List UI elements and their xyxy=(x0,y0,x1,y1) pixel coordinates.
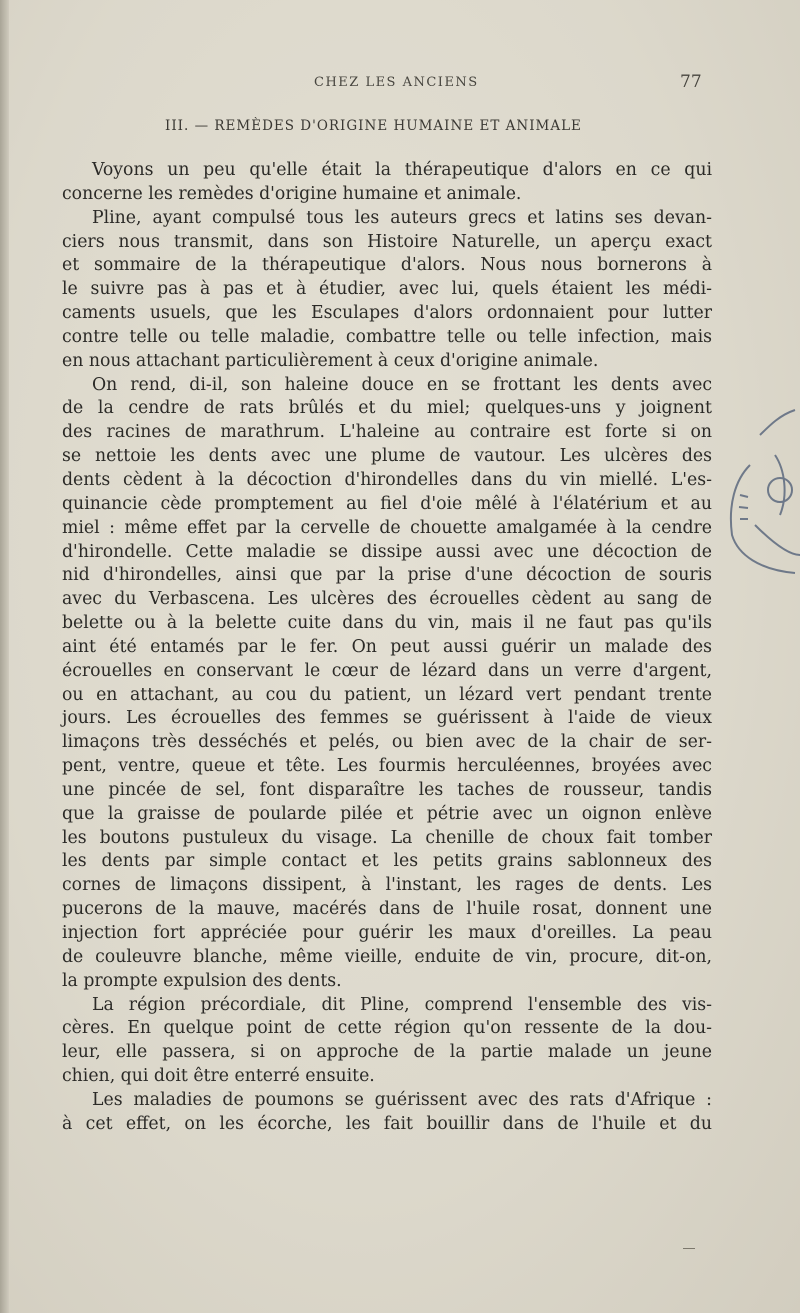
text-line: la prompte expulsion des dents. xyxy=(62,970,342,991)
text-line: de couleuvre blanche, même vieille, enduite de vin, procure, dit-on, xyxy=(62,946,712,967)
text-line: nid d'hirondelles, ainsi que par la prise d'une décoction de souris xyxy=(62,565,712,586)
text-line: pucerons de la mauve, macérés dans de l'huile rosat, donnent une xyxy=(62,899,712,920)
text-line: leur, elle passera, si on approche de la partie malade un jeune xyxy=(62,1042,712,1063)
text-line: écrouelles en conservant le cœur de lézard dans un verre d'argent, xyxy=(62,660,712,681)
page-number: 77 xyxy=(680,72,702,92)
text-line: se nettoie les dents avec une plume de vautour. Les ulcères des xyxy=(62,446,712,467)
page-gutter-edge xyxy=(0,0,9,1313)
text-line: belette ou à la belette cuite dans du vin, mais il ne faut pas qu'ils xyxy=(62,613,712,634)
body-text xyxy=(62,159,712,1137)
text-line: Voyons un peu qu'elle était la thérapeutique d'alors en ce qui xyxy=(92,160,712,180)
text-line: miel : même effet par la cervelle de chouette amalgamée à la cendre xyxy=(62,517,712,538)
library-stamp-icon xyxy=(720,395,800,580)
text-line: le suivre pas à pas et à étudier, avec lui, quels étaient les médi- xyxy=(62,279,712,300)
running-head: CHEZ LES ANCIENS xyxy=(314,75,479,90)
text-line: ciers nous transmit, dans son Histoire Naturelle, un aperçu exact xyxy=(62,231,712,252)
text-line: cères. En quelque point de cette région qu'on ressente de la dou- xyxy=(62,1018,712,1039)
text-line: Les maladies de poumons se guérissent avec des rats d'Afrique : xyxy=(92,1089,712,1110)
text-line: Pline, ayant compulsé tous les auteurs grecs et latins ses devan- xyxy=(92,207,712,228)
text-line: une pincée de sel, font disparaître les taches de rousseur, tandis xyxy=(62,779,712,800)
text-line: caments usuels, que les Esculapes d'alors ordonnaient pour lutter xyxy=(62,303,712,324)
section-title: III. — REMÈDES D'ORIGINE HUMAINE ET ANIMALE xyxy=(165,118,582,134)
text-line: d'hirondelle. Cette maladie se dissipe aussi avec une décoction de xyxy=(62,541,712,562)
text-line: injection fort appréciée pour guérir les maux d'oreilles. La peau xyxy=(62,923,712,943)
text-line: des racines de marathrum. L'haleine au contraire est forte si on xyxy=(62,422,712,443)
text-line: quinancie cède promptement au fiel d'oie mêlé à l'élatérium et au xyxy=(62,493,712,514)
text-line: chien, qui doit être enterré ensuite. xyxy=(62,1066,375,1087)
text-line: ou en attachant, au cou du patient, un lézard vert pendant trente xyxy=(62,684,712,705)
text-line: aint été entamés par le fer. On peut aussi guérir un malade des xyxy=(62,636,712,657)
text-line: dents cèdent à la décoction d'hirondelles dans du vin miellé. L'es- xyxy=(62,469,712,490)
text-line: que la graisse de poularde pilée et pétrie avec un oignon enlève xyxy=(62,803,712,824)
text-line: pent, ventre, queue et tête. Les fourmis herculéennes, broyées avec xyxy=(62,756,712,777)
text-line: à cet effet, on les écorche, les fait bouillir dans de l'huile et du xyxy=(62,1113,712,1134)
text-line: cornes de limaçons dissipent, à l'instant, les rages de dents. Les xyxy=(62,875,712,896)
text-line: avec du Verbascena. Les ulcères des écrouelles cèdent au sang de xyxy=(62,589,712,610)
text-line: en nous attachant particulièrement à ceux d'origine animale. xyxy=(62,350,599,371)
text-line: jours. Les écrouelles des femmes se guérissent à l'aide de vieux xyxy=(62,708,712,729)
text-line: contre telle ou telle maladie, combattre telle ou telle infection, mais xyxy=(62,326,712,347)
text-line: les dents par simple contact et les petits grains sablonneux des xyxy=(62,851,712,872)
text-line: On rend, di-il, son haleine douce en se frottant les dents avec xyxy=(92,374,712,395)
text-line: concerne les remèdes d'origine humaine et animale. xyxy=(62,183,522,204)
text-line: les boutons pustuleux du visage. La chenille de choux fait tomber xyxy=(62,827,712,848)
text-line: La région précordiale, dit Pline, comprend l'ensemble des vis- xyxy=(92,994,712,1015)
text-line: et sommaire de la thérapeutique d'alors. Nous nous bornerons à xyxy=(62,255,712,276)
edge-mark xyxy=(683,1248,695,1249)
text-line: de la cendre de rats brûlés et du miel; quelques-uns y joignent xyxy=(62,398,712,419)
text-line: limaçons très desséchés et pelés, ou bien avec de la chair de ser- xyxy=(62,732,712,753)
